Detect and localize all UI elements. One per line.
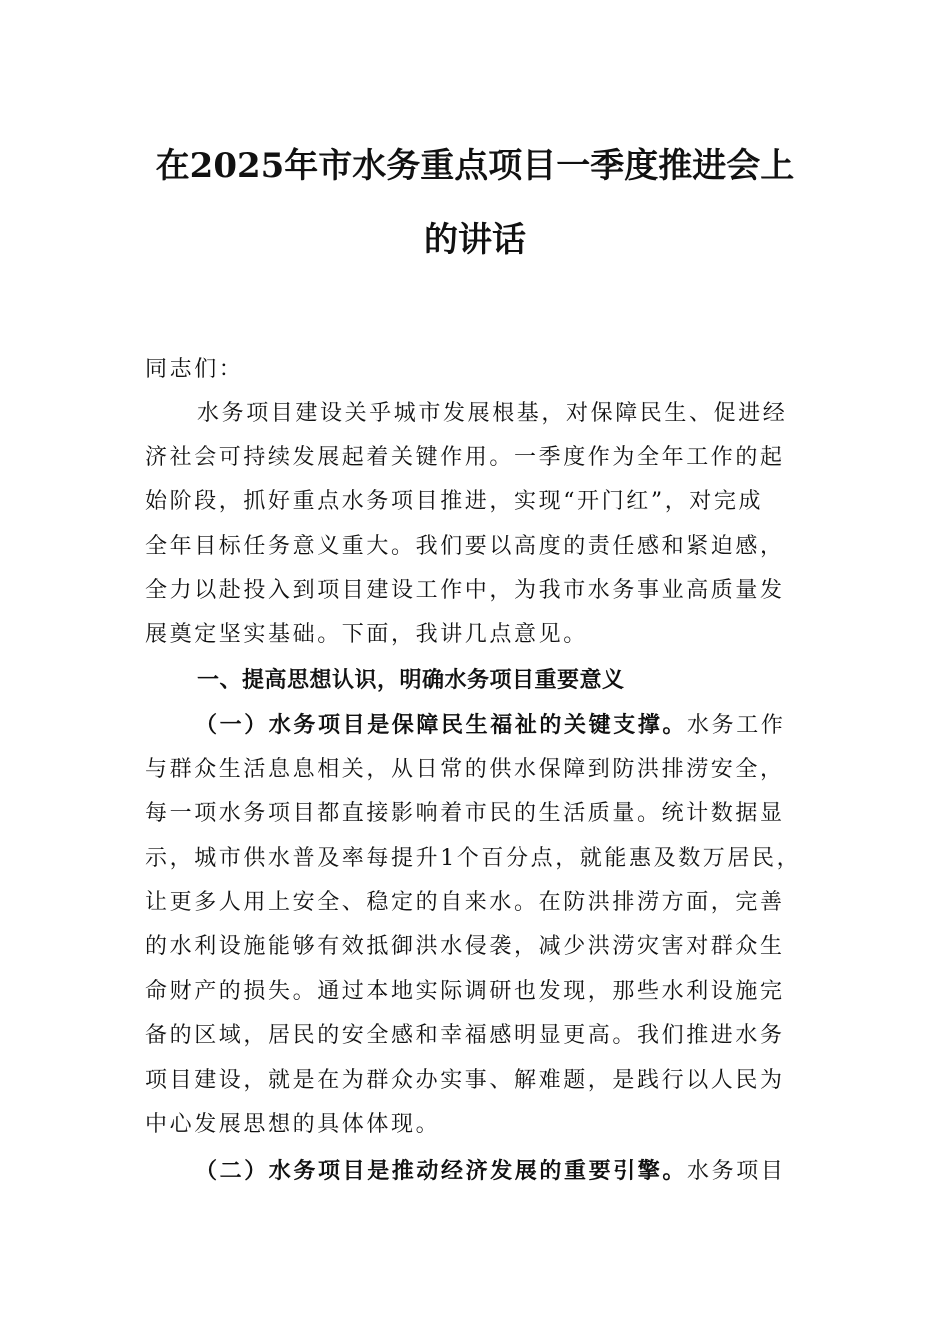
paragraph-line: 始阶段，抓好重点水务项目推进，实现“开门红”，对完成 <box>145 489 764 514</box>
paragraph-text: 水务项目 <box>687 1159 786 1184</box>
paragraph-line: 让更多人用上安全、稳定的自来水。在防洪排涝方面，完善 <box>145 890 785 915</box>
paragraph-line: 展奠定坚实基础。下面，我讲几点意见。 <box>145 622 588 647</box>
paragraph-line: 与群众生活息息相关，从日常的供水保障到防洪排涝安全， <box>145 757 785 782</box>
paragraph-line <box>195 710 875 741</box>
paragraph-line: 项目建设，就是在为群众办实事、解难题，是践行以人民为 <box>145 1068 785 1093</box>
paragraph-line: 每一项水务项目都直接影响着市民的生活质量。统计数据显 <box>145 801 785 826</box>
paragraph-line: 中心发展思想的具体体现。 <box>145 1112 441 1137</box>
subsection-heading: （二）水务项目是推动经济发展的重要引擎。 <box>195 1158 688 1184</box>
salutation: 同志们： <box>145 357 244 382</box>
section-heading: 一、提高思想认识，明确水务项目重要意义 <box>197 668 625 693</box>
paragraph-line: 水务项目建设关乎城市发展根基，对保障民生、促进经 <box>197 401 788 426</box>
paragraph-line: 示，城市供水普及率每提升1个百分点，就能惠及数万居民， <box>145 846 802 871</box>
document-title-line-1: 在2025年市水务重点项目一季度推进会上 <box>155 146 795 186</box>
document-title-line-2: 的讲话 <box>424 220 526 260</box>
paragraph-line <box>195 1156 875 1187</box>
paragraph-line: 全年目标任务意义重大。我们要以高度的责任感和紧迫感， <box>145 534 785 559</box>
paragraph-text: 水务工作 <box>687 713 786 738</box>
subsection-heading: （一）水务项目是保障民生福祉的关键支撑。 <box>195 712 688 738</box>
paragraph-line: 全力以赴投入到项目建设工作中，为我市水务事业高质量发 <box>145 578 785 603</box>
paragraph-line: 济社会可持续发展起着关键作用。一季度作为全年工作的起 <box>145 445 785 470</box>
paragraph-line: 备的区域，居民的安全感和幸福感明显更高。我们推进水务 <box>145 1023 785 1048</box>
paragraph-line: 的水利设施能够有效抵御洪水侵袭，减少洪涝灾害对群众生 <box>145 934 785 959</box>
paragraph-line: 命财产的损失。通过本地实际调研也发现，那些水利设施完 <box>145 979 785 1004</box>
